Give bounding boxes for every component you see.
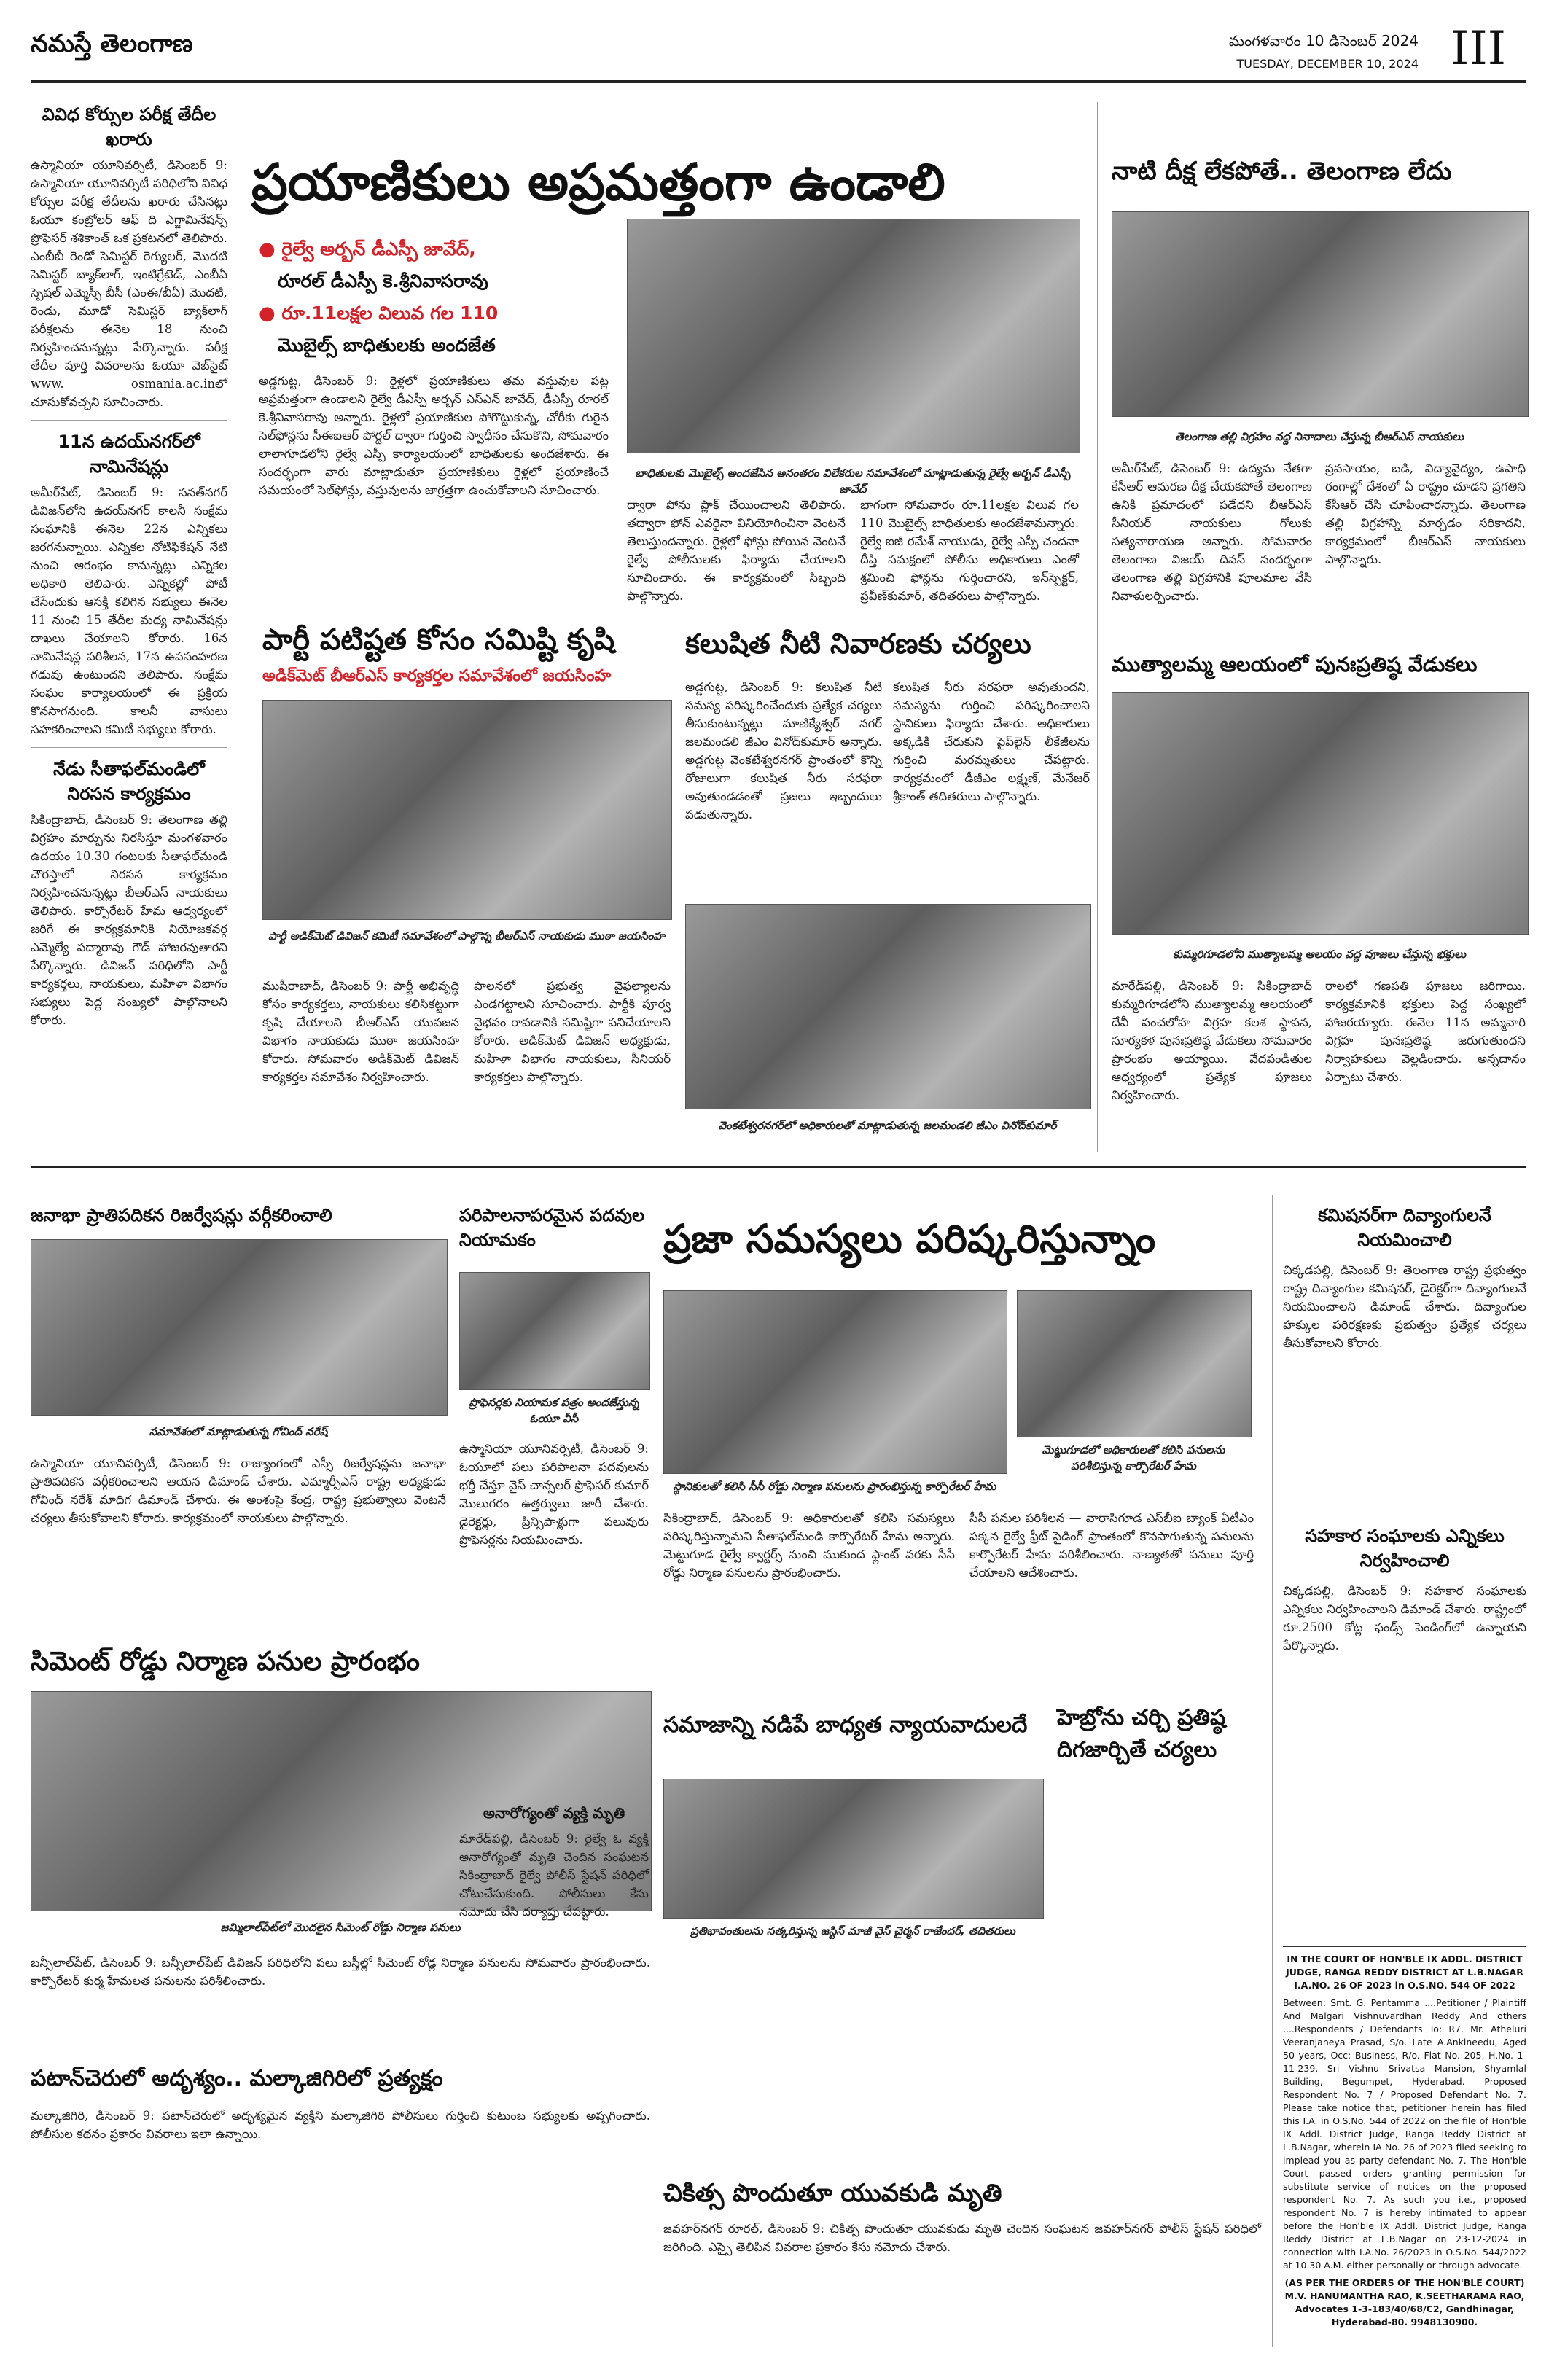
- cement-headline: సిమెంట్ రోడ్డు నిర్మాణ పనుల ప్రారంభం: [31, 1647, 420, 1677]
- left-headline-2: 11న ఉదయ్‌నగర్‌లో నామినేషన్లు: [58, 432, 200, 477]
- water-headline: కలుషిత నీటి నివారణకు చర్యలు: [685, 628, 1031, 660]
- main-bullets: [259, 233, 609, 362]
- public-photo-2: [1017, 1290, 1252, 1437]
- date-english: TUESDAY, DECEMBER 10, 2024: [1236, 57, 1419, 71]
- temple-body-1: మారేడ్‌పల్లి, డిసెంబర్ 9: సికింద్రాబాద్ కుమ్మరిగూడలోని ముత్యాలమ్మ ఆలయంలో దేవీ పంచలోహ విగ్రహ కలశ స్థాపన, సూర్యకళ పునఃప్రతిష్ఠ వేడుకలు సోమవారం ప్రారంభం అయ్యాయి. వేదపండితుల ఆధ్వర్యంలో ప్రత్యేక పూజలు నిర్వహించారు.: [1112, 979, 1312, 1102]
- youth-headline: చికిత్స పొందుతూ యువకుడి మృతి: [663, 2179, 1002, 2208]
- left-body-3: సికింద్రాబాద్, డిసెంబర్ 9: తెలంగాణ తల్లి విగ్రహం మార్పును నిరసిస్తూ మంగళవారం ఉదయం 10.30 గంటలకు సీతాఫల్‌మండి చౌరస్తాలో నిరసన కార్యక్రమం నిర్వహించనున్నట్లు బీఆర్‌ఎస్ నాయకులు తెలిపారు. కార్పొరేటర్ హేమ ఆధ్వర్యంలో జరిగే ఈ కార్యక్రమానికి నియోజకవర్గ ఎమ్మెల్యే పద్మారావు గౌడ్ హాజరవుతారని పేర్కొన్నారు. డివిజన్ పరిధిలోని పార్టీ కార్యకర్తలు, నాయకులు, మహిళా విభాగం సభ్యులు పెద్ద సంఖ్యలో పాల్గొనాలని కోరారు.: [31, 813, 227, 1027]
- right-top-caption: తెలంగాణ తల్లి విగ్రహం వద్ద నినాదాలు చేస్తున్న బీఆర్‌ఎస్ నాయకులు: [1175, 430, 1464, 443]
- public-caption-2: మెట్టుగూడలో అధికారులతో కలిసి పనులను పరిశీలిస్తున్న కార్పొరేటర్ హేమ: [1042, 1443, 1225, 1472]
- coop-body: చిక్కడపల్లి, డిసెంబర్ 9: సహకార సంఘాలకు ఎన్నికలు నిర్వహించాలని డిమాండ్ చేశారు. రాష్ట్రంలో రూ.2500 కోట్ల ఫండ్స్ పెండింగ్‌లో ఉన్నాయని పేర్కొన్నారు.: [1283, 1584, 1526, 1653]
- census-photo: [31, 1239, 448, 1416]
- legal-notice: [1283, 1946, 1526, 2329]
- appoint-caption: ప్రొఫెసర్లకు నియామక పత్రం అందజేస్తున్న ఓయూ వీసీ: [469, 1396, 639, 1425]
- right-top-body-1: అమీర్‌పేట్, డిసెంబర్ 9: ఉద్యమ నేతగా కేసీఆర్ ఆమరణ దీక్ష చేయకపోతే తెలంగాణ ఉనికి ప్రమాదంలో పడేదని బీఆర్‌ఎస్ సీనియర్ నాయకులు గోలుకు సత్యనారాయణ అన్నారు. సోమవారం తెలంగాణ విజయ్ దివస్ సందర్భంగా తెలంగాణ తల్లి విగ్రహానికి పూలమాల వేసి నివాళులర్పించారు.: [1112, 461, 1312, 603]
- notice-signature: (AS PER THE ORDERS OF THE HON'BLE COURT) M.V. HANUMANTHA RAO, K.SEETHARAMA RAO, Advocates 1-3-183/40/68/C2, Gandhinagar, Hyderabad-80. 9948130900.: [1284, 2277, 1525, 2328]
- temple-body-2: రాలలో గణపతి పూజలు జరిగాయి. కార్యక్రమానికి భక్తులు పెద్ద సంఖ్యలో హాజరయ్యారు. ఈనెల 11న అమ్మవారి విగ్రహ పునఃప్రతిష్ఠ జరుగుతుందని నిర్వాహకులు వెల్లడించారు. అన్నదానం ఏర్పాటు చేశారు.: [1325, 979, 1526, 1084]
- main-photo-caption: బాధితులకు మొబైల్స్ అందజేసిన అనంతరం విలేకరుల సమావేశంలో మాట్లాడుతున్న రైల్వే అర్బన్ డీఎస్పీ జావేద్: [635, 467, 1071, 496]
- census-body: ఉస్మానియా యూనివర్సిటీ, డిసెంబర్ 9: రాజ్యాంగంలో ఎస్సీ రిజర్వేషన్లను జనాభా ప్రాతిపదికన వర్గీకరించాలని ఆయన డిమాండ్ చేశారు. ఎమ్మార్పీఎస్ రాష్ట్ర అధ్యక్షుడు గోవింద్ నరేశ్ మాదిగ డిమాండ్ చేశారు. ఈ అంశంపై కేంద్ర, రాష్ట్ర ప్రభుత్వాలు వెంటనే చర్యలు తీసుకోవాలని కోరారు. కార్యక్రమంలో నాయకులు పాల్గొన్నారు.: [31, 1456, 446, 1525]
- notice-body: Between: Smt. G. Pentamma ....Petitioner / Plaintiff And Malgari Vishnuvardhan Reddy And others ....Respondents / Defendants To: R7. Mr. Atheluri Veeranjaneya Prasad, S/o. Late A.Ankineedu, Aged 50 years, Occ: Business, R/o. Flat No. 205, H.No. 1-11-239, Sri Vishnu Srivatsa Mansion, Shyamlal Building, Begumpet, Hyderabad. Proposed Respondent No. 7 / Proposed Defendant No. 7. Please take notice that, petitioner herein has filed this I.A. in O.S.No. 544 of 2022 on the file of Hon'ble IX Addl. District Judge, Ranga Reddy District at L.B.Nagar, wherein IA No. 26 of 2023 filed seeking to implead you as party defendant No. 7. The Hon'ble Court passed orders granting permission for substitute service of notices on the proposed respondent No. 7. As such you i.e., proposed respondent No. 7 is hereby intimated to appear before the Hon'ble IX Addl. District Judge, Ranga Reddy District at L.B.Nagar on 23-12-2024 in connection with I.A.No. 26/2023 in O.S.No. 544/2022 at 10.30 A.M. either personally or through advocate.: [1283, 1997, 1526, 2271]
- date-telugu: మంగళవారం 10 డిసెంబర్ 2024: [1228, 32, 1419, 50]
- left-column: [31, 102, 227, 1029]
- public-body-1: సికింద్రాబాద్, డిసెంబర్ 9: అధికారులతో కలిసి సమస్యలు పరిష్కరిస్తున్నామని సీతాఫల్‌మండి కార్పొరేటర్ హేమ అన్నారు. మెట్టుగూడ రైల్వే క్వార్టర్స్ నుంచి ముకుంద ఫ్లాంట్ వరకు సీసీ రోడ్డు నిర్మాణ పనులను ప్రారంభించారు.: [663, 1511, 955, 1580]
- cement-body: బన్సీలాల్‌పేట్, డిసెంబర్ 9: బన్సీలాల్‌పేట్ డివిజన్ పరిధిలోని పలు బస్తీల్లో సిమెంట్ రోడ్ల నిర్మాణ పనులను సోమవారం ప్రారంభించారు. కార్పొరేటర్ కుర్మ హేమలత పనులను పరిశీలించారు.: [31, 1956, 650, 1988]
- patan-headline: పటాన్‌చెరులో అదృశ్యం.. మల్కాజిగిరిలో ప్రత్యక్షం: [31, 2066, 443, 2091]
- commissioner-body: చిక్కడపల్లి, డిసెంబర్ 9: తెలంగాణ రాష్ట్ర ప్రభుత్వం రాష్ట్ర దివ్యాంగుల కమిషనర్, డైరెక్టర్‌గా దివ్యాంగులనే నియమించాలని డిమాండ్ చేశారు. దివ్యాంగుల హక్కుల పరిరక్షణకు ప్రభుత్వం ప్రత్యేక చర్యలు తీసుకోవాలని కోరారు.: [1283, 1263, 1526, 1350]
- appoint-headline: పరిపాలనాపరమైన పదవుల నియామకం: [459, 1205, 645, 1250]
- death-headline: అనారోగ్యంతో వ్యక్తి మృతి: [483, 1804, 625, 1822]
- patan-body: మల్కాజిగిరి, డిసెంబర్ 9: పటాన్‌చెరులో అదృశ్యమైన వ్యక్తిని మల్కాజిగిరి పోలీసులు గుర్తించి కుటుంబ సభ్యులకు అప్పగించారు. పోలీసుల కథనం ప్రకారం వివరాలు ఇలా ఉన్నాయి.: [31, 2109, 650, 2141]
- justice-photo: [663, 1779, 1044, 1919]
- justice-headline: సమాజాన్ని నడిపే బాధ్యత న్యాయవాదులదే: [663, 1712, 1028, 1738]
- main-body: అడ్డగుట్ట, డిసెంబర్ 9: రైళ్లలో ప్రయాణికులు తమ వస్తువుల పట్ల అప్రమత్తంగా ఉండాలని రైల్వే డీఎస్పీ అర్బన్ ఎస్‌ఎన్ జావేద్, డీఎస్పీ రూరల్ కె.శ్రీనివాసరావు అన్నారు. రైళ్లలో ప్రయాణికుల పోగొట్టుకున్న, చోరీకు గురైన సెల్‌ఫోన్లను సీఈఐఆర్ పోర్టల్ ద్వారా గుర్తించి స్వాధీనం చేసుకొని, సోమవారం లాలాగూడలోని రైల్వే ఎస్పీ కార్యాలయంలో బాధితులకు అందజేశారు. ఈ సందర్భంగా వారు మాట్లాడుతూ ప్రయాణికులు రైళ్లలో ప్రయాణించే సమయంలో సెల్‌ఫోన్లు, వస్తువులను జాగ్రత్తగా ఉంచుకోవాలని సూచించారు.: [259, 374, 609, 497]
- water-body-2: కలుషిత నీరు సరఫరా అవుతుందని, సమస్యను గుర్తించి పరిష్కరించాలని స్థానికులు ఫిర్యాదు చేశారు. అధికారులు అక్కడికి చేరుకుని పైప్‌లైన్ లీకేజీలను గుర్తించి మరమ్మతులు చేపట్టారు. కార్యక్రమంలో డీజీఎం లక్ష్మణ్, మేనేజర్ శ్రీకాంత్ తదితరులు పాల్గొన్నారు.: [893, 680, 1090, 803]
- bullet-dot: ●: [259, 303, 276, 324]
- section-rule: [31, 1166, 1526, 1168]
- left-body-1: ఉస్మానియా యూనివర్సిటీ, డిసెంబర్ 9: ఉస్మానియా యూనివర్సిటీ పరిధిలోని వివిధ కోర్సుల పరీక్ష తేదీలను ఖరారు చేసినట్లు ఓయూ కంట్రోలర్ ఆఫ్ ది ఎగ్జామినేషన్స్ ప్రొఫెసర్ శశికాంత్ ఒక ప్రకటనలో తెలిపారు. ఎంబీబీ రెండో సెమిస్టర్ రెగ్యులర్, మొదటి సెమిస్టర్ బ్యాక్‌లాగ్, ఇంటిగ్రేటెడ్, ఎంబీఏ స్పెషల్ ఎమ్మెస్సీ బీసీ (ఎంఈ/బీఏ) మొదటి, రెండు, మూడో సెమిస్టర్ బ్యాక్‌లాగ్ పరీక్షలను ఈనెల 18 నుంచి నిర్వహించనున్నట్లు పేర్కొన్నారు. పరీక్ష తేదీల పూర్తి వివరాలను ఓయూ వెబ్‌సైట్ www. osmania.ac.inలో చూసుకోవచ్చని సూచించారు.: [31, 158, 227, 409]
- cement-caption: జమ్మిలాల్‌పేట్‌లో మొదలైన సిమెంట్ రోడ్డు నిర్మాణ పనులు: [220, 1921, 461, 1934]
- main-photo: [627, 219, 1080, 453]
- main-headline: ప్రయాణికులు అప్రమత్తంగా ఉండాలి: [251, 152, 945, 212]
- party-headline: పార్టీ పటిష్టత కోసం సమిష్టి కృషి: [262, 623, 615, 657]
- bullet-2a: రూ.11లక్షల విలువ గల 110: [281, 303, 499, 324]
- column-divider: [1272, 1195, 1273, 2347]
- justice-caption: ప్రతిభావంతులను సత్కరిస్తున్న జస్టిస్ మాజీ వైస్ చైర్మన్ రాజేందర్, తదితరులు: [690, 1924, 1015, 1938]
- main-body-col2: ద్వారా పోను ప్లాక్ చేయించాలని తెలిపారు. తద్వారా ఫోన్ ఎవరైనా వినియోగించినా వెంటనే తెలుస్తుందన్నారు. రైళ్లలో ఫోన్లు పోయిన వెంటనే రైల్వే పోలీసులకు ఫిర్యాదు చేయాలని సూచించారు. ఈ కార్యక్రమంలో సిబ్బంది పాల్గొన్నారు.: [627, 498, 846, 603]
- notice-title: IN THE COURT OF HON'BLE IX ADDL. DISTRICT JUDGE, RANGA REDDY DISTRICT AT L.B.NAGAR I.A.NO. 26 OF 2023 in O.S.NO. 544 OF 2022: [1286, 1954, 1523, 1991]
- right-top-photo: [1112, 211, 1529, 417]
- commissioner-headline: కమిషనర్‌గా దివ్యాంగులనే నియమించాలి: [1318, 1205, 1491, 1250]
- youth-body: జవహర్‌నగర్ రూరల్, డిసెంబర్ 9: చికిత్స పొందుతూ యువకుడు మృతి చెందిన సంఘటన జవహర్‌నగర్ పోలీస్ స్టేషన్ పరిధిలో జరిగింది. ఎస్సై తెలిపిన వివరాల ప్రకారం కేసు నమోదు చేశారు.: [663, 2222, 1261, 2254]
- water-caption: వెంకటేశ్వరనగర్‌లో అధికారులతో మాట్లాడుతున్న జలమండలి జీఎం వినోద్‌కుమార్: [718, 1119, 1057, 1132]
- public-caption-1: స్థానికులతో కలిసి సీసీ రోడ్డు నిర్మాణ పనులను ప్రారంభిస్తున్న కార్పొరేటర్ హేమ: [673, 1480, 996, 1493]
- party-subhead: అడిక్‌మెట్ బీఆర్‌ఎస్ కార్యకర్తల సమావేశంలో జయసింహ: [262, 667, 612, 685]
- public-headline: ప్రజా సమస్యలు పరిష్కరిస్తున్నాం: [663, 1216, 1156, 1262]
- main-body-col3: భాగంగా సోమవారం రూ.11లక్షల విలువ గల 110 మొబైల్స్ బాధితులకు అందజేశామన్నారు. రైల్వే ఐజీ రమేశ్ నాయుడు, రైల్వే ఎస్పీ చందనా దీప్తి సమక్షంలో పోలీసు అధికారులు ఎంతో శ్రమించి ఫోన్లను గుర్తించారని, ఇన్‌స్పెక్టర్, ప్రవీణ్‌కుమార్, తదితరులు పాల్గొన్నారు.: [860, 498, 1079, 603]
- left-body-2: అమీర్‌పేట్, డిసెంబర్ 9: సనత్‌నగర్ డివిజన్‌లోని ఉదయ్‌నగర్ కాలనీ సంక్షేమ సంఘానికి ఈనెల 22న ఎన్నికలు జరగనున్నాయి. ఎన్నికల నోటిఫికేషన్ నేటి నుంచి ఆరంభం కానున్నట్లు ఎన్నికల అధికారి తెలిపారు. ఎన్నికల్లో పోటీ చేసేందుకు ఆసక్తి కలిగిన సభ్యులు ఈనెల 11 నుంచి 15 తేదీల మధ్య నామినేషన్లు దాఖలు చేయాలని కోరారు. 16న నామినేషన్ల పరిశీలన, 17న ఉపసంహరణ గడువు ఉంటుందని తెలిపారు. సంక్షేమ సంఘం కార్యాలయంలో ఈ ప్రక్రియ కొనసాగనుంది. కాలనీ వాసులు సహకరించాలని కమిటీ సభ్యులు కోరారు.: [31, 485, 227, 736]
- party-body-1: ముషీరాబాద్, డిసెంబర్ 9: పార్టీ అభివృద్ధి కోసం కార్యకర్తలు, నాయకులు కలిసికట్టుగా కృషి చేయాలని బీఆర్‌ఎస్ యువజన విభాగం నాయకుడు ముఠా జయసింహ కోరారు. సోమవారం అడిక్‌మెట్ డివిజన్ కార్యకర్తల సమావేశం నిర్వహించారు.: [262, 979, 459, 1084]
- newspaper-name: నమస్తే తెలంగాణ: [31, 29, 193, 58]
- appoint-body: ఉస్మానియా యూనివర్సిటీ, డిసెంబర్ 9: ఓయూలో పలు పరిపాలనా పదవులను భర్తీ చేస్తూ వైస్ చాన్సలర్ ప్రొఫెసర్ కుమార్ మొలుగరం ఉత్తర్వులు జారీ చేశారు. డైరెక్టర్లు, ప్రిన్సిపాళ్లుగా పలువురు ప్రొఫెసర్లను నియమించారు.: [459, 1442, 649, 1547]
- coop-headline: సహకార సంఘాలకు ఎన్నికలు నిర్వహించాలి: [1305, 1526, 1505, 1571]
- appoint-photo: [459, 1272, 650, 1390]
- temple-headline: ముత్యాలమ్మ ఆలయంలో పునఃప్రతిష్ఠ వేడుకలు: [1112, 652, 1478, 676]
- water-photo: [685, 904, 1091, 1109]
- bullet-1a: రైల్వే అర్బన్ డీఎస్పీ జావేద్,: [281, 238, 476, 260]
- left-headline-3: నేడు సీతాఫల్‌మండిలో నిరసన కార్యక్రమం: [53, 759, 205, 804]
- party-caption: పార్టీ అడిక్‌మెట్ డివిజన్ కమిటీ సమావేశంలో పాల్గొన్న బీఆర్‌ఎస్ నాయకుడు ముఠా జయసింహ: [268, 929, 665, 943]
- death-body: మారేడ్‌పల్లి, డిసెంబర్ 9: రైల్వే ఓ వ్యక్తి అనారోగ్యంతో మృతి చెందిన సంఘటన సికింద్రాబాద్ రైల్వే పోలీస్ స్టేషన్ పరిధిలో చోటుచేసుకుంది. పోలీసులు కేసు నమోదు చేసి దర్యాప్తు చేపట్టారు.: [459, 1832, 649, 1919]
- temple-caption: కుమ్మరిగూడలోని ముత్యాలమ్మ ఆలయం వద్ద పూజలు చేస్తున్న భక్తులు: [1173, 948, 1466, 961]
- bullet-2b: మొబైల్స్ బాధితులకు అందజేత: [278, 335, 496, 356]
- column-divider: [1097, 102, 1098, 1152]
- temple-photo: [1112, 692, 1529, 935]
- party-body-2: పాలనలో ప్రభుత్వ వైఫల్యాలను ఎండగట్టాలని సూచించారు. పార్టీకి పూర్వ వైభవం రావడానికి సమిష్టిగా పనిచేయాలని కోరారు. అడిక్‌మెట్ డివిజన్ అధ్యక్షుడు, మహిళా విభాగం నాయకులు, సీనియర్ కార్యకర్తలు పాల్గొన్నారు.: [474, 979, 671, 1084]
- public-photo-1: [663, 1290, 1007, 1474]
- bullet-1b: రూరల్ డీఎస్పీ కె.శ్రీనివాసరావు: [278, 270, 488, 292]
- hebron-headline: హెబ్రోను చర్చి ప్రతిష్ఠ దిగజార్చితే చర్యలు: [1057, 1705, 1226, 1763]
- right-top-body-2: ప్రవసాయం, బడి, విద్యావైద్యం, ఉపాధి రంగాల్లో దేశంలో ఏ రాష్ట్రం చూడని ప్రగతిని కేసీఆర్ చేసి చూపించారన్నారు. తెలంగాణ తల్లి విగ్రహాన్ని మార్చడం సరికాదని, కార్యక్రమంలో బీఆర్‌ఎస్ నాయకులు పాల్గొన్నారు.: [1325, 461, 1526, 566]
- header-rule: [31, 80, 1526, 83]
- party-photo: [262, 700, 672, 920]
- public-body-2: సీసీ పనుల పరిశీలన — వారాసిగూడ ఎస్‌బీఐ బ్యాంక్ ఏటీఎం పక్కన రైల్వే ఫ్రీట్ సైడింగ్ ప్రాంతంలో కొనసాగుతున్న పనులను కార్పొరేటర్ హేమ పరిశీలించారు. నాణ్యతతో పనులు పూర్తి చేయాలని ఆదేశించారు.: [969, 1511, 1254, 1580]
- census-headline: జనాభా ప్రాతిపదికన రిజర్వేషన్లు వర్గీకరించాలి: [31, 1205, 332, 1225]
- page-number: III: [1451, 22, 1506, 76]
- right-top-headline: నాటి దీక్ష లేకపోతే.. తెలంగాణ లేదు: [1112, 157, 1452, 186]
- water-body-1: అడ్డగుట్ట, డిసెంబర్ 9: కలుషిత నీటి సమస్య పరిష్కరించేందుకు ప్రత్యేక చర్యలు తీసుకుంటున్నట్లు మాణిక్యేశ్వర్ నగర్ జలమండలి జీఎం వినోద్‌కుమార్ అన్నారు. అడ్డగుట్ట వెంకటేశ్వరనగర్ ప్రాంతంలో కొన్ని రోజులుగా కలుషిత నీరు సరఫరా అవుతుండడంతో ప్రజలు ఇబ్బందులు పడుతున్నారు.: [685, 680, 882, 822]
- left-headline-1: వివిధ కోర్సుల పరీక్ష తేదీల ఖరారు: [42, 104, 216, 149]
- census-caption: సమావేశంలో మాట్లాడుతున్న గోవింద్ నరేష్: [149, 1425, 328, 1438]
- date-block: [1229, 29, 1419, 76]
- bullet-dot: ●: [259, 238, 276, 260]
